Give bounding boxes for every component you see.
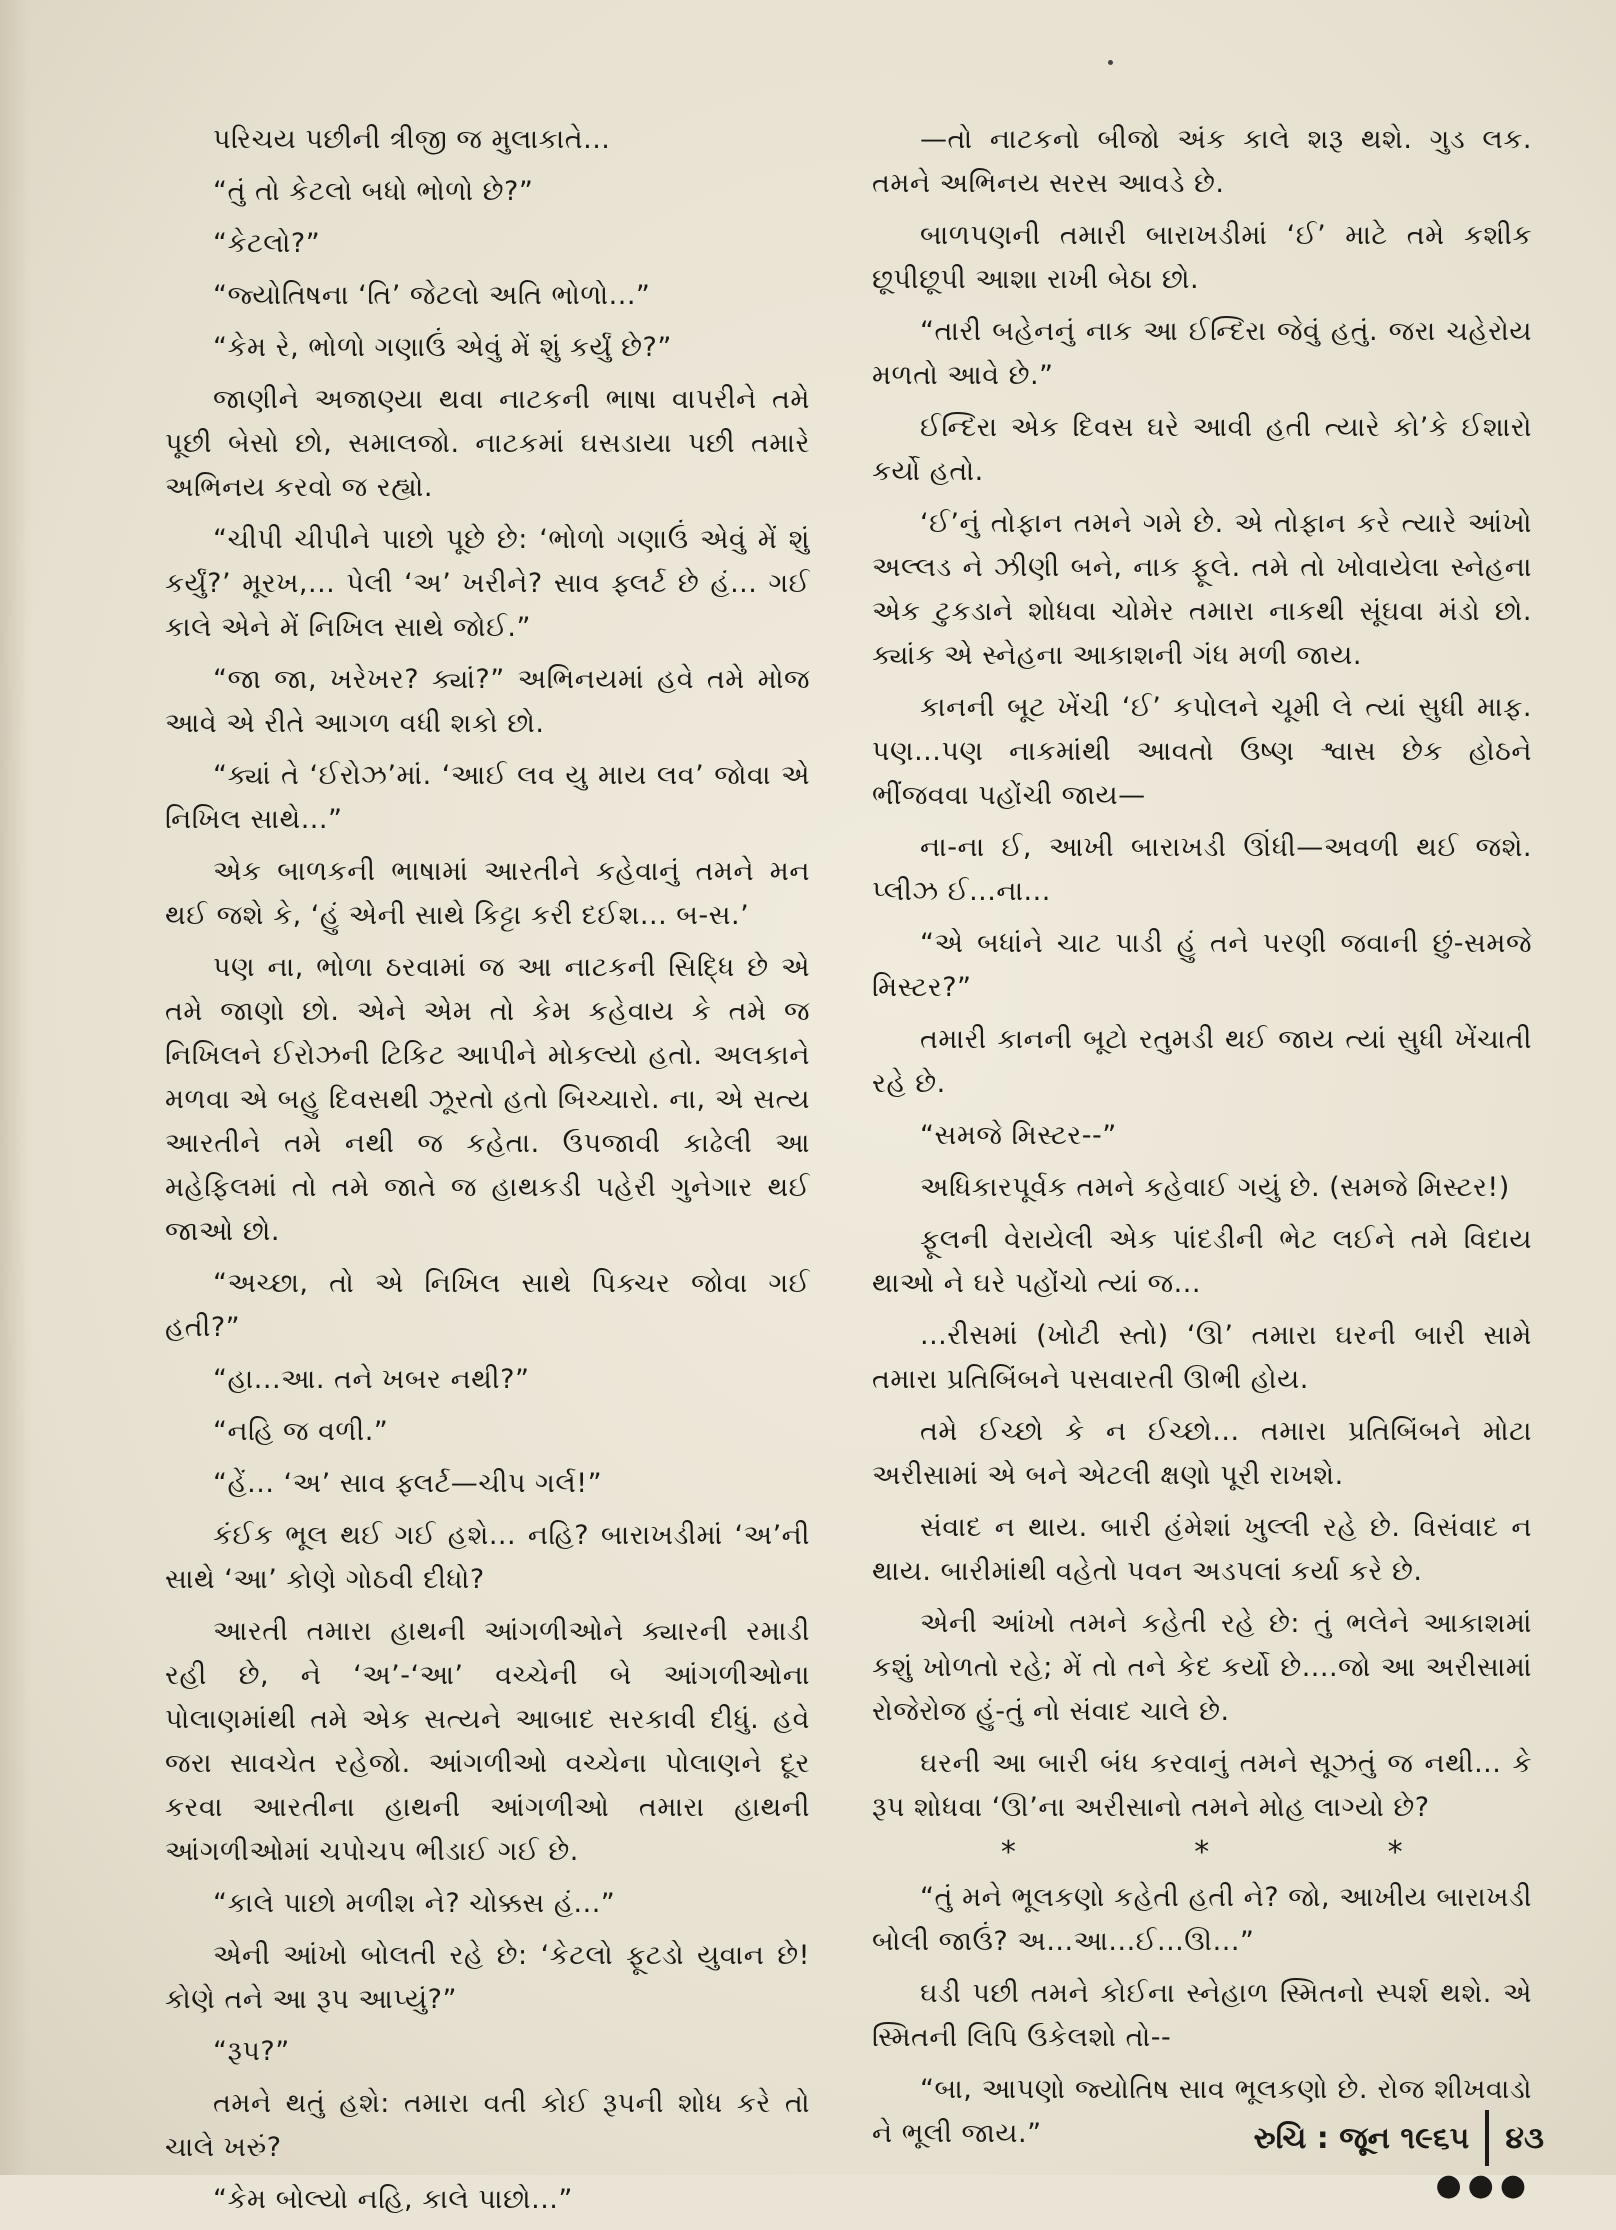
paragraph: “કેટલો?” <box>213 228 321 259</box>
separator-star: * <box>1194 1835 1210 1870</box>
paragraph: ...રીસમાં (ખોટી સ્તો) ‘ઊ’ તમારા ઘરની બારી સામે તમારા પ્રતિબિંબને પસવારતી ઊભી હોય. <box>872 1320 1532 1395</box>
paragraph: “કેમ બોલ્યો નહિ, કાલે પાછો...” <box>213 2184 573 2215</box>
end-mark: ●●● <box>1435 2168 1532 2203</box>
page-binding-shadow <box>0 0 30 2175</box>
paragraph: “ચીપી ચીપીને પાછો પૂછે છે: ‘ભોળો ગણાઉં એવું મેં શું કર્યું?’ મૂરખ,... પેલી ‘અ’ ખરીને? સાવ ફ્લર્ટ છે હં... ગઈ કાલે એને મેં નિખિલ સાથે જોઈ.” <box>165 524 810 643</box>
paragraph: તમે ઈચ્છો કે ન ઈચ્છો... તમારા પ્રતિબિંબને મોટા અરીસામાં એ બને એટલી ક્ષણો પૂરી રાખશે. <box>872 1416 1532 1491</box>
paragraph: “તું તો કેટલો બધો ભોળો છે?” <box>213 176 534 207</box>
paragraph: “રૂપ?” <box>213 2036 290 2067</box>
paragraph: આરતી તમારા હાથની આંગળીઓને ક્યારની રમાડી રહી છે, ને ‘અ’-‘આ’ વચ્ચેની બે આંગળીઓના પોલાણમાંથી તમે એક સત્યને આબાદ સરકાવી દીધું. હવે જરા સાવચેત રહેજો. આંગળીઓ વચ્ચેના પોલાણને દૂર કરવા આરતીના હાથની આંગળીઓ તમારા હાથની આંગળીઓમાં ચપોચપ ભીડાઈ ગઈ છે. <box>165 1616 810 1867</box>
paragraph: ઘડી પછી તમને કોઈના સ્નેહાળ સ્મિતનો સ્પર્શ થશે. એ સ્મિતની લિપિ ઉકેલશો તો-- <box>872 1978 1532 2053</box>
paragraph: ઈન્દિરા એક દિવસ ઘરે આવી હતી ત્યારે કો’કે ઈશારો કર્યો હતો. <box>872 412 1532 487</box>
magazine-issue: રુચિ : જૂન ૧૯૬૫ <box>1253 2120 1470 2156</box>
paragraph: “જા જા, ખરેખર? ક્યાં?” અભિનયમાં હવે તમે મોજ આવે એ રીતે આગળ વધી શકો છો. <box>165 664 810 739</box>
paragraph: “તારી બહેનનું નાક આ ઈન્દિરા જેવું હતું. જરા ચહેરોય મળતો આવે છે.” <box>872 316 1532 391</box>
paragraph: તમને થતું હશે: તમારા વતી કોઈ રૂપની શોધ કરે તો ચાલે ખરું? <box>165 2088 810 2163</box>
paragraph: અધિકારપૂર્વક તમને કહેવાઈ ગયું છે. (સમજે મિસ્ટર!) <box>920 1172 1510 1203</box>
paragraph: —તો નાટકનો બીજો અંક કાલે શરૂ થશે. ગુડ લક. તમને અભિનય સરસ આવડે છે. <box>872 124 1532 199</box>
paragraph: એક બાળકની ભાષામાં આરતીને કહેવાનું તમને મન થઈ જશે કે, ‘હું એની સાથે કિટ્ટા કરી દઈશ... બ-સ.’ <box>165 856 810 931</box>
paragraph: સંવાદ ન થાય. બારી હંમેશાં ખુલ્લી રહે છે. વિસંવાદ ન થાય. બારીમાંથી વહેતો પવન અડપલાં કર્યા કરે છે. <box>872 1512 1532 1587</box>
paragraph: “અચ્છા, તો એ નિખિલ સાથે પિક્ચર જોવા ગઈ હતી?” <box>165 1268 810 1343</box>
page-number: ૪૩ <box>1505 2120 1544 2156</box>
paragraph: “જ્યોતિષના ‘તિ’ જેટલો અતિ ભોળો...” <box>213 280 651 311</box>
separator-star: * <box>1000 1835 1017 1870</box>
left-column <box>165 118 810 2230</box>
paragraph: એની આંખો તમને કહેતી રહે છે: તું ભલેને આકાશમાં કશું ખોળતો રહે; મેં તો તને કેદ કર્યો છે....જો આ અરીસામાં રોજેરોજ હું-તું નો સંવાદ ચાલે છે. <box>872 1608 1532 1727</box>
paragraph: પરિચય પછીની ત્રીજી જ મુલાકાતે... <box>213 124 611 155</box>
paragraph: “ક્યાં તે ‘ઈરોઝ’માં. ‘આઈ લવ યુ માય લવ’ જોવા એ નિખિલ સાથે...” <box>165 760 810 835</box>
paragraph: ફૂલની વેરાયેલી એક પાંદડીની ભેટ લઈને તમે વિદાય થાઓ ને ઘરે પહોંચો ત્યાં જ... <box>872 1224 1532 1299</box>
paragraph: કંઈક ભૂલ થઈ ગઈ હશે... નહિ? બારાખડીમાં ‘અ’ની સાથે ‘આ’ કોણે ગોઠવી દીધો? <box>165 1520 810 1595</box>
paragraph: જાણીને અજાણ્યા થવા નાટકની ભાષા વાપરીને તમે પૂછી બેસો છો, સમાલજો. નાટકમાં ઘસડાયા પછી તમારે અભિનય કરવો જ રહ્યો. <box>165 384 810 503</box>
print-dot <box>1108 60 1113 65</box>
paragraph: “એ બધાંને ચાટ પાડી હું તને પરણી જવાની છું-સમજે મિસ્ટર?” <box>872 928 1532 1003</box>
separator-star: * <box>1387 1835 1404 1870</box>
paragraph: “સમજે મિસ્ટર--” <box>920 1120 1117 1151</box>
paragraph: પણ ના, ભોળા ઠરવામાં જ આ નાટકની સિદ્ધિ છે એ તમે જાણો છો. એને એમ તો કેમ કહેવાય કે તમે જ નિખિલને ઈરોઝની ટિકિટ આપીને મોકલ્યો હતો. અલકાને મળવા એ બહુ દિવસથી ઝૂરતો હતો બિચ્ચારો. ના, એ સત્ય આરતીને તમે નથી જ કહેતા. ઉપજાવી કાઢેલી આ મહેફિલમાં તો તમે જાતે જ હાથકડી પહેરી ગુનેગાર થઈ જાઓ છો. <box>165 952 810 1247</box>
paragraph: ના-ના ઈ, આખી બારાખડી ઊંધી—અવળી થઈ જશે. પ્લીઝ ઈ...ના... <box>872 832 1532 907</box>
paragraph: “તું મને ભૂલકણો કહેતી હતી ને? જો, આખીય બારાખડી બોલી જાઉં? અ...આ...ઈ...ઊ...” <box>872 1882 1532 1957</box>
paragraph: કાનની બૂટ ખેંચી ‘ઈ’ કપોલને ચૂમી લે ત્યાં સુધી માફ. પણ...પણ નાકમાંથી આવતો ઉષ્ણ શ્વાસ છેક હોઠને ભીંજવવા પહોંચી જાય— <box>872 692 1532 811</box>
paragraph: “નહિ જ વળી.” <box>213 1416 389 1447</box>
page-footer <box>1254 2110 1544 2166</box>
footer-divider <box>1485 2110 1489 2166</box>
paragraph: “હા...આ. તને ખબર નથી?” <box>213 1364 530 1395</box>
paragraph: ‘ઈ’નું તોફાન તમને ગમે છે. એ તોફાન કરે ત્યારે આંખો અલ્લડ ને ઝીણી બને, નાક ફૂલે. તમે તો ખોવાયેલા સ્નેહના એક ટુકડાને શોધવા ચોમેર તમારા નાકથી સૂંઘવા મંડો છો. ક્યાંક એ સ્નેહના આકાશની ગંધ મળી જાય. <box>872 508 1532 671</box>
paragraph: “હેં... ‘અ’ સાવ ફ્લર્ટ—ચીપ ગર્લ!” <box>213 1468 603 1499</box>
paragraph: ઘરની આ બારી બંધ કરવાનું તમને સૂઝતું જ નથી... કે રૂપ શોધવા ‘ઊ’ના અરીસાનો તમને મોહ લાગ્યો છે? <box>872 1748 1532 1823</box>
paragraph: તમારી કાનની બૂટો રતુમડી થઈ જાય ત્યાં સુધી ખેંચાતી રહે છે. <box>872 1024 1532 1099</box>
section-separator <box>912 1835 1492 1870</box>
paragraph: “કાલે પાછો મળીશ ને? ચોક્કસ હં...” <box>213 1888 616 1919</box>
paragraph: બાળપણની તમારી બારાખડીમાં ‘ઈ’ માટે તમે કશીક છૂપીછૂપી આશા રાખી બેઠા છો. <box>872 220 1532 295</box>
paragraph: “કેમ રે, ભોળો ગણાઉં એવું મેં શું કર્યું છે?” <box>213 332 672 363</box>
paragraph: એની આંખો બોલતી રહે છે: ‘કેટલો ફૂટડો યુવાન છે! કોણે તને આ રૂપ આપ્યું?” <box>165 1940 810 2015</box>
right-column <box>872 118 1532 2208</box>
paragraph: “બા, આપણો જ્યોતિષ સાવ ભૂલકણો છે. રોજ શીખવાડો ને ભૂલી જાય.” <box>872 2074 1532 2149</box>
